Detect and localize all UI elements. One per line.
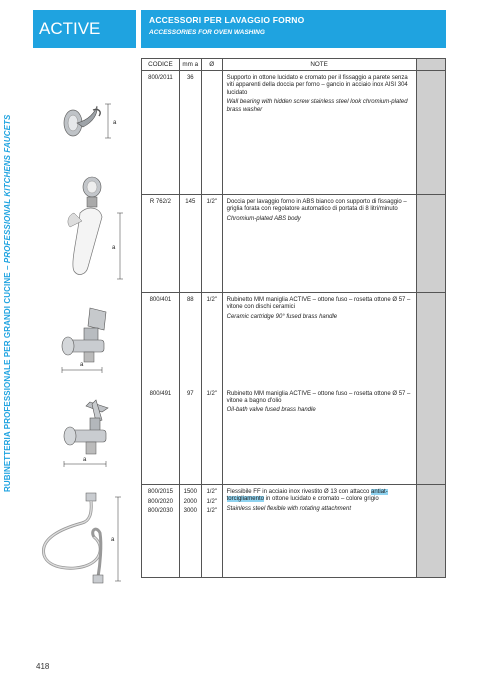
row-code: 800/2030 <box>147 508 173 515</box>
page-subtitle: ACCESSORIES FOR OVEN WASHING <box>149 29 265 36</box>
row-blank-cell <box>416 485 445 578</box>
row-note-it: Rubinetto MM maniglia ACTIVE – ottone fuso – rosetta ottone Ø 57 – vitone con dischi ceramici <box>226 297 411 311</box>
side-caption-sep: – <box>3 263 12 273</box>
row-blank-cell <box>416 293 445 387</box>
row-note-en: Chromium-plated ABS body <box>226 215 301 222</box>
row-mm: 36 <box>186 75 194 81</box>
side-caption-italic: PROFESSIONAL KITCHENS FAUCETS <box>3 114 12 264</box>
row-note-en: Oil-bath valve fused brass handle <box>226 407 316 414</box>
row-note-it: Supporto in ottone lucidato e cromato per il fissaggio a parete senza viti apparenti della doccia per forno – gancio in acciaio inox AISI 304 lucidato <box>226 75 408 96</box>
row-note-it: Rubinetto MM maniglia ACTIVE – ottone fuso – rosetta ottone Ø 57 – vitone a bagno d'olio <box>226 390 411 404</box>
dimension-label: a <box>112 245 116 251</box>
shower-head-image <box>60 175 140 290</box>
table-row <box>142 71 446 195</box>
row-mm: 97 <box>186 390 194 397</box>
row-blank-cell <box>416 71 445 195</box>
side-caption <box>3 115 12 492</box>
row-diameter: 1/2" <box>206 489 217 495</box>
table-row <box>142 387 446 485</box>
row-note-en: Ceramic cartridge 90° fused brass handle <box>226 313 338 320</box>
row-code: 800/2011 <box>148 75 173 81</box>
row-blank-cell <box>416 387 445 485</box>
row-note-it-part: Flessibile FF in acciaio inox rivestito Ø 13 con attacco <box>226 489 372 495</box>
product-table <box>141 58 446 578</box>
row-code: 800/401 <box>149 297 172 303</box>
row-code: R 762/2 <box>149 199 171 205</box>
row-note-it: Doccia per lavaggio forno in ABS bianco con supporto di fissaggio – griglia forata con regolatore automatico di portata di 8 litri/minuto <box>226 199 407 213</box>
angle-valve-oil-bath-image <box>40 398 135 478</box>
brand-label: ACTIVE <box>33 10 136 48</box>
dimension-label: a <box>113 120 117 126</box>
row-mm: 88 <box>186 297 194 303</box>
col-diameter-header: Ø <box>201 59 222 71</box>
wall-support-image <box>55 100 135 145</box>
dimension-label: a <box>80 362 84 368</box>
table-header-row <box>142 59 446 71</box>
col-blank-header <box>416 59 445 71</box>
angle-valve-ceramic-image <box>40 300 135 380</box>
row-diameter: 1/2" <box>206 199 217 205</box>
row-diameter: 1/2" <box>206 297 217 303</box>
col-code-header: CODICE <box>142 59 180 71</box>
table-row <box>142 195 446 293</box>
col-mm-header: mm a <box>179 59 201 71</box>
row-mm: 3000 <box>183 508 197 515</box>
row-code: 800/2015 <box>147 489 173 495</box>
side-caption-main: RUBINETTERIA PROFESSIONALE PER GRANDI CUCINE <box>3 272 12 492</box>
row-code: 800/2020 <box>147 498 173 505</box>
flexible-hose-image <box>30 485 140 585</box>
row-note-it-part: in ottone lucidato e cromato – colore grigio <box>263 496 379 503</box>
row-diameter: 1/2" <box>206 508 217 515</box>
dimension-label: a <box>83 457 87 463</box>
row-mm: 1500 <box>183 489 197 495</box>
row-mm: 2000 <box>183 498 197 505</box>
highlighted-text: antiat-torcigliamento <box>226 489 388 503</box>
page-header <box>141 10 446 48</box>
row-diameter: 1/2" <box>206 390 217 397</box>
table-row <box>142 485 446 578</box>
table-row <box>142 293 446 387</box>
page-number: 418 <box>36 662 50 671</box>
row-blank-cell <box>416 195 445 293</box>
dimension-label: a <box>111 537 115 543</box>
row-code: 800/491 <box>149 390 172 397</box>
col-note-header: NOTE <box>222 59 416 71</box>
row-mm: 145 <box>185 199 196 205</box>
row-note-en: Wall bearing with hidden screw stainless steel look chromium-plated brass washer <box>226 99 408 113</box>
row-note-it <box>227 489 412 504</box>
row-diameter: 1/2" <box>206 498 217 505</box>
page-title: ACCESSORI PER LAVAGGIO FORNO <box>149 15 305 25</box>
row-note-en: Stainless steel flexible with rotating attachment <box>226 505 352 512</box>
row-diameter <box>202 71 222 79</box>
